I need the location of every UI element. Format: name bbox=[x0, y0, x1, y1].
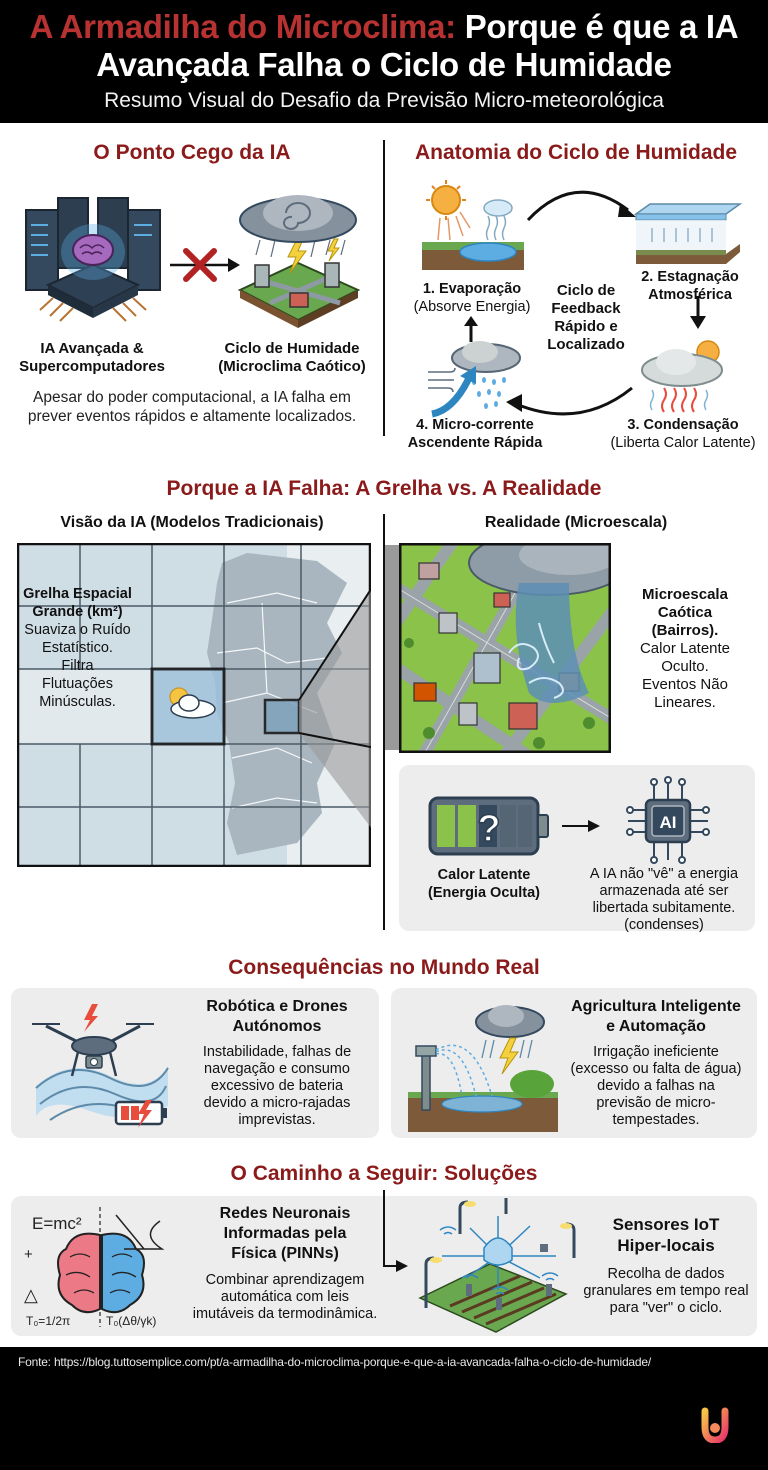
pinns-description: Combinar aprendizagem automática com leis imutáveis da termodinâmica. bbox=[192, 1272, 378, 1322]
iot-description: Recolha de dados granulares em tempo real para "ver" o ciclo. bbox=[583, 1266, 749, 1316]
agriculture-card-description: Irrigação ineficiente (excesso ou falta de água) devido a falhas na previsão de micro- tempestades. bbox=[570, 1044, 742, 1128]
svg-text:+: + bbox=[24, 1246, 33, 1263]
physics-brain-icon bbox=[20, 1205, 172, 1329]
irrigation-storm-icon bbox=[402, 1000, 558, 1132]
latent-heat-description: A IA não "vê" a energia armazenada até ser libertada subitamente. (condenses) bbox=[589, 866, 739, 933]
section-title-blind-spot: O Ponto Cego da IA bbox=[93, 141, 291, 164]
cycle-step-2: 2. Estagnação Atmosférica bbox=[641, 269, 739, 303]
latent-heat-label: Calor Latente (Energia Oculta) bbox=[428, 867, 540, 901]
atmospheric-stagnation-icon bbox=[632, 200, 744, 272]
page-title-line-2: Avançada Falha o Ciclo de Humidade bbox=[96, 46, 672, 83]
cycle-arrow-4-1 bbox=[464, 316, 478, 342]
section-title-cycle: Anatomia do Ciclo de Humidade bbox=[414, 141, 738, 164]
drones-card-description: Instabilidade, falhas de navegação e consumo excessivo de bateria devido a micro-rajadas imprevistas. bbox=[202, 1044, 352, 1128]
reality-heading: Realidade (Microescala) bbox=[484, 514, 668, 531]
section-title-grid-vs-reality: Porque a IA Falha: A Grelha vs. A Realidade bbox=[166, 477, 602, 500]
cycle-center-label: Ciclo de Feedback Rápido e Localizado bbox=[547, 282, 625, 353]
ai-view-heading: Visão da IA (Modelos Tradicionais) bbox=[60, 514, 324, 531]
brand-logo-icon bbox=[700, 1407, 730, 1443]
connector-arrow bbox=[380, 1190, 410, 1278]
microscale-city-storm-image bbox=[399, 543, 611, 753]
cycle-step-1: 1. Evaporação (Absorve Energia) bbox=[413, 281, 531, 315]
title-rest: Porque é que a IA bbox=[455, 8, 739, 45]
ai-chip-icon bbox=[620, 776, 716, 866]
source-link[interactable]: Fonte: https://blog.tuttosemplice.com/pt/a-armadilha-do-microclima-porque-e-que-a-ia-avancada-falha-o-ciclo-de-humidade/ bbox=[18, 1355, 651, 1369]
title-highlight: A Armadilha do Microclima: bbox=[29, 8, 456, 45]
condensation-icon bbox=[636, 336, 736, 416]
humidity-cycle-label: Ciclo de Humidade (Microclima Caótico) bbox=[218, 340, 366, 375]
pinns-text: Redes Neuronais Informadas pela Física (PINNs) Combinar aprendizagem automática com leis imutáveis da termodinâmica. bbox=[180, 1204, 390, 1323]
page-header bbox=[0, 0, 768, 123]
ai-supercomputer-label: IA Avançada & Supercomputadores bbox=[19, 340, 165, 375]
micro-updraft-icon bbox=[424, 336, 528, 418]
section-title-consequences: Consequências no Mundo Real bbox=[228, 956, 540, 979]
reality-description: Microescala Caótica (Bairros). Calor Latente Oculto. Eventos Não Lineares. bbox=[639, 586, 731, 711]
section-title-solutions: O Caminho a Seguir: Soluções bbox=[230, 1162, 538, 1185]
grid-description: Grelha Espacial Grande (km²) Suaviza o Ruído Estatístico. Filtra Flutuações Minúsculas. bbox=[23, 586, 132, 710]
svg-text:AI: AI bbox=[659, 813, 677, 832]
zoom-projection bbox=[385, 545, 399, 750]
svg-text:△: △ bbox=[24, 1285, 38, 1305]
drones-card-text: Robótica e Drones Autónomos Instabilidade, falhas de navegação e consumo excessivo de bateria devido a micro-rajadas imprevistas. bbox=[182, 997, 372, 1129]
storm-city-icon bbox=[230, 185, 365, 335]
agriculture-card-text: Agricultura Inteligente e Automação Irrigação ineficiente (excesso ou falta de água) devido a falhas na previsão de micro- tempestades. bbox=[556, 997, 756, 1129]
iot-text: Sensores IoT Hiper-locais Recolha de dados granulares em tempo real para "ver" o ciclo. bbox=[576, 1214, 756, 1317]
svg-text:T₀=1/2π: T₀=1/2π bbox=[26, 1314, 71, 1328]
svg-text:T₀(Δθ/γk): T₀(Δθ/γk) bbox=[106, 1314, 157, 1328]
evaporation-icon bbox=[418, 178, 528, 276]
drone-wind-icon bbox=[30, 996, 170, 1132]
cycle-step-4: 4. Micro-corrente Ascendente Rápida bbox=[407, 417, 543, 451]
supercomputer-brain-icon bbox=[18, 190, 168, 340]
iot-sensors-icon bbox=[410, 1198, 586, 1334]
svg-text:E=mc²: E=mc² bbox=[32, 1214, 82, 1233]
page-subtitle: Resumo Visual do Desafio da Previsão Micro-meteorológica bbox=[104, 89, 664, 112]
svg-text:?: ? bbox=[477, 808, 501, 850]
cycle-step-3: 3. Condensação (Liberta Calor Latente) bbox=[610, 417, 756, 451]
footer bbox=[0, 1347, 768, 1470]
page-title-line-1 bbox=[0, 8, 768, 46]
battery-unknown-icon bbox=[427, 795, 551, 857]
blind-spot-description: Apesar do poder computacional, a IA falha em prever eventos rápidos e altamente localizados. bbox=[27, 389, 357, 425]
cycle-arrow-1-2 bbox=[520, 175, 640, 225]
arrow-right-icon bbox=[562, 818, 600, 834]
